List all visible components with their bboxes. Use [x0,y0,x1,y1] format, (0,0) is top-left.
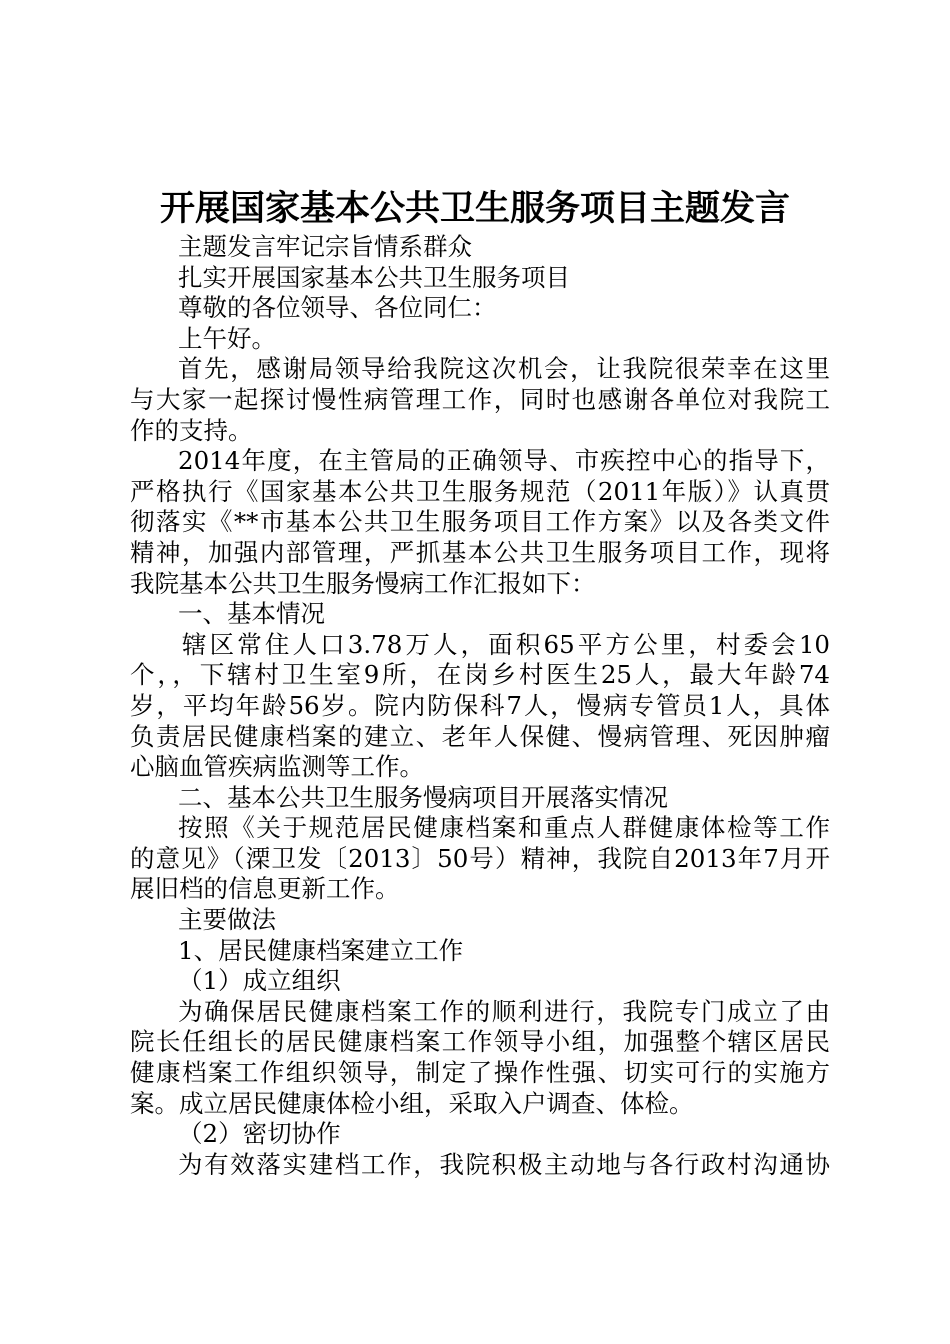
subtitle-line: 主题发言牢记宗旨情系群众 [178,232,472,261]
paragraph-line: 负责居民健康档案的建立、老年人保健、慢病管理、死因肿瘤 [130,721,830,751]
subsection-heading: 1、居民健康档案建立工作 [178,935,464,965]
section-heading: 二、基本公共卫生服务慢病项目开展落实情况 [178,782,668,812]
paragraph-line: 我院基本公共卫生服务慢病工作汇报如下： [130,568,596,598]
paragraph-line: 案。成立居民健康体检小组，采取入户调查、体检。 [130,1088,694,1118]
subsection-heading: （2）密切协作 [178,1119,341,1149]
subsection-heading: 主要做法 [178,905,276,935]
document-body [130,232,830,1180]
subsection-heading: （1）成立组织 [178,966,341,996]
paragraph-line: 严格执行《国家基本公共卫生服务规范（2011年版）》认真贯 [130,476,830,506]
paragraph-line: 健康档案工作组织领导，制定了操作性强、切实可行的实施方 [130,1058,830,1088]
paragraph-line: 心脑血管疾病监测等工作。 [130,752,424,782]
paragraph-line: 院长任组长的居民健康档案工作领导小组，加强整个辖区居民 [130,1027,830,1057]
paragraph-line: 为确保居民健康档案工作的顺利进行，我院专门成立了由 [178,996,830,1026]
document-title: 开展国家基本公共卫生服务项目主题发言 [159,188,790,229]
paragraph-line: 2014年度，在主管局的正确领导、市疾控中心的指导下， [178,446,830,476]
paragraph-line: 的意见》（溧卫发〔2013〕50号）精神，我院自2013年7月开 [130,843,830,873]
paragraph-line: 个，，下辖村卫生室9所，在岗乡村医生25人，最大年龄74 [130,660,830,690]
paragraph-line: 按照《关于规范居民健康档案和重点人群健康体检等工作 [178,813,830,843]
paragraph-line: 精神，加强内部管理，严抓基本公共卫生服务项目工作，现将 [130,537,830,567]
paragraph-line: 作的支持。 [130,415,253,445]
greeting-line: 上午好。 [178,323,276,353]
salutation-line: 尊敬的各位领导、各位同仁： [178,293,497,323]
paragraph-line: 岁，平均年龄56岁。院内防保科7人，慢病专管员1人，具体 [130,690,830,720]
paragraph-line: 为有效落实建档工作，我院积极主动地与各行政村沟通协 [178,1149,830,1179]
subtitle-line: 扎实开展国家基本公共卫生服务项目 [178,262,570,292]
paragraph-line: 与大家一起探讨慢性病管理工作，同时也感谢各单位对我院工 [130,384,830,414]
paragraph-line: 彻落实《**市基本公共卫生服务项目工作方案》以及各类文件 [130,507,830,537]
paragraph-line: 首先，感谢局领导给我院这次机会，让我院很荣幸在这里 [178,354,830,384]
paragraph-line: 展旧档的信息更新工作。 [130,874,400,904]
section-heading: 一、基本情况 [178,599,325,629]
paragraph-line: 辖区常住人口3.78万人，面积65平方公里，村委会10 [182,629,830,659]
